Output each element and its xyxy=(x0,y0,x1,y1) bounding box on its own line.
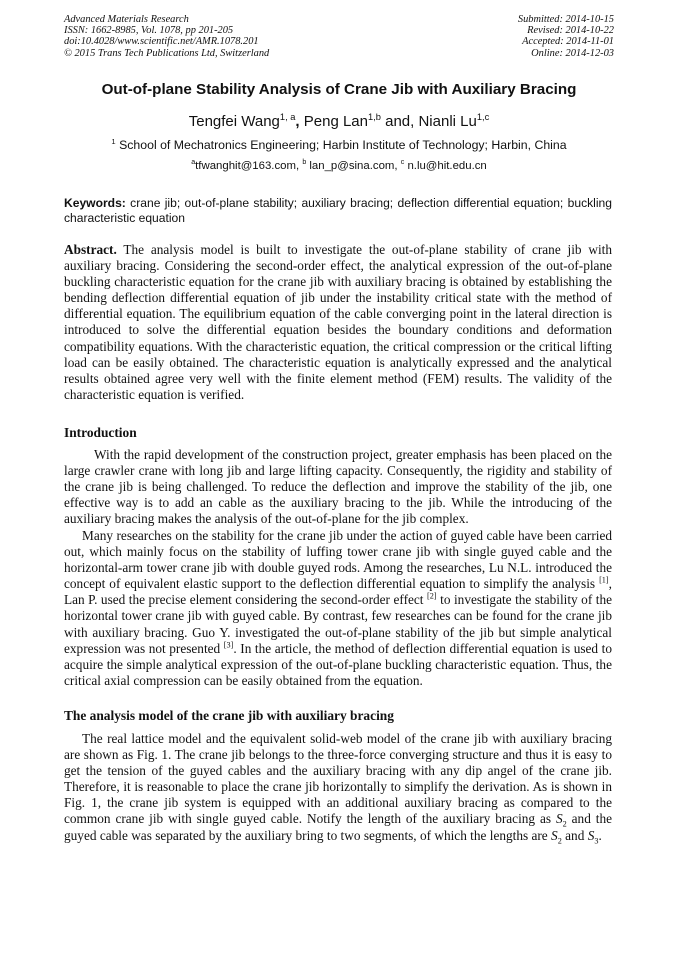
abstract xyxy=(64,242,612,403)
section-heading-introduction: Introduction xyxy=(64,425,137,440)
math-variable: S xyxy=(551,827,558,843)
author-emails xyxy=(40,160,638,172)
author-name: Peng Lan xyxy=(303,113,368,130)
math-subscript: 2 xyxy=(557,836,562,846)
accepted-date: Accepted: 2014-11-01 xyxy=(522,36,614,48)
author-name: Nianli Lu xyxy=(418,113,477,130)
citation-ref[interactable]: [2] xyxy=(427,591,437,601)
author-separator: and, xyxy=(380,113,419,130)
journal-name: Advanced Materials Research xyxy=(64,14,189,25)
issn-line: ISSN: 1662-8985, Vol. 1078, pp 201-205 xyxy=(64,25,234,37)
math-variable: S xyxy=(555,811,563,827)
email-superscript: b xyxy=(302,159,307,167)
paragraph-text: to investigate the stability of the horizontal tower crane jib with guyed cable. By contrast, few researches can be found for the crane jib with auxiliary bracing. Guo Y. investigated the out-of-plane stability of the jib but simple analytical expression was not presented xyxy=(64,592,612,656)
math-subscript: 2 xyxy=(562,820,567,830)
math-subscript: 3 xyxy=(594,836,599,846)
author-superscript: 1, a xyxy=(279,112,296,122)
email-superscript: a xyxy=(191,159,196,167)
email-link[interactable]: n.lu@hit.edu.cn xyxy=(404,160,487,172)
online-date: Online: 2014-12-03 xyxy=(531,47,614,59)
affiliation xyxy=(40,138,638,152)
keywords xyxy=(64,196,612,225)
paper-title: Out-of-plane Stability Analysis of Crane Jib with Auxiliary Bracing xyxy=(101,81,577,98)
abstract-label: Abstract. xyxy=(64,242,117,257)
abstract-text: The analysis model is built to investigate the out-of-plane stability of crane jib with auxiliary bracing. Considering the second-order effect, the analytical expression of the out-of-plane buckling characteristic equation for the crane jib with auxiliary bracing is obtained by establishing the bending deflection differential equation of jib under the instability critical state with the method of differential equation. The equilibrium equation of the cable converging point in the lateral direction is introduced to solve the differential equation besides the boundary conditions and deformation compatibility equations. With the characteristic equation, the critical compression or the critical lifting load can be easily obtained. The characteristic equation is analytically expressed and the analytical results obtained agree very well with the finite element method (FEM) results. The validity of the characteristic equation is verified. xyxy=(64,242,612,402)
paragraph-text: and xyxy=(561,827,588,843)
section-heading-analysis-model: The analysis model of the crane jib with auxiliary bracing xyxy=(64,708,394,723)
doi-line: doi:10.4028/www.scientific.net/AMR.1078.201 xyxy=(64,36,259,48)
copyright-line: © 2015 Trans Tech Publications Ltd, Switzerland xyxy=(64,47,270,59)
paragraph-text: . In the article, the method of deflection differential equation is used to acquire the simple analytical expression of the out-of-plane buckling characteristic equation. Thus, the critical axial compression can be easily obtained from the equation. xyxy=(64,640,612,688)
paragraph-text: . xyxy=(598,827,602,843)
paragraph-text: Many researches on the stability for the crane jib under the action of guyed cable have been carried out, which mainly focus on the stability of luffing tower crane jib with single guyed cable and the horizontal-arm tower crane jib with double guyed rods. Among the researches, Lu N.L. introduced the concept of equivalent elastic support to the deflection differential equation to simplify the analysis xyxy=(64,528,612,592)
email-superscript: c xyxy=(400,159,405,167)
publication-dates xyxy=(518,14,614,59)
author-name: Tengfei Wang xyxy=(188,113,280,130)
math-variable: S xyxy=(587,827,595,843)
paragraph-text: The real lattice model and the equivalent solid-web model of the crane jib with auxiliary bracing are shown as Fig. 1. The crane jib belongs to the three-force converging structure and thus it is easy to get the tension of the guyed cables and the auxiliary bracing with any dip angel of the crane jib. Therefore, it is reasonable to place the crane jib horizontally to simplify the derivation. As is shown in Fig. 1, the crane jib system is equipped with an additional auxiliary bracing as compared to the common crane jib with single guyed cable. Notify the length of the auxiliary bracing as xyxy=(64,731,612,827)
affiliation-superscript: 1 xyxy=(111,136,116,146)
author-line xyxy=(40,113,638,130)
intro-paragraph-2 xyxy=(64,528,612,689)
submitted-date: Submitted: 2014-10-15 xyxy=(517,14,614,25)
paragraph-text: , Lan P. used the precise element considering the second-order effect xyxy=(64,576,612,608)
email-link[interactable]: lan_p@sina.com, xyxy=(306,160,401,172)
revised-date: Revised: 2014-10-22 xyxy=(527,25,614,37)
citation-ref[interactable]: [3] xyxy=(223,640,234,650)
journal-info xyxy=(64,14,269,59)
author-separator: , xyxy=(295,113,304,130)
citation-ref[interactable]: [1] xyxy=(599,575,609,585)
author-superscript: 1,c xyxy=(476,112,490,122)
email-link[interactable]: tfwanghit@163.com, xyxy=(195,160,303,172)
intro-paragraph-1: With the rapid development of the construction project, greater emphasis has been placed on the large crawler crane with long jib and large lifting capacity. Consequently, the rigidity and stability of the crane jib is being challenged. To reduce the deflection and improve the stability of the jib, one effective way is to add an cable as the auxiliary bracing to the jib. While the introducing of the auxiliary bracing makes the analysis of the out-of-plane for the jib complex. xyxy=(64,447,612,527)
author-superscript: 1,b xyxy=(368,112,381,122)
analysis-model-paragraph xyxy=(64,731,612,844)
affiliation-text: School of Mechatronics Engineering; Harbin Institute of Technology; Harbin, China xyxy=(115,138,567,152)
keywords-label: Keywords: xyxy=(64,196,126,210)
keywords-text: crane jib; out-of-plane stability; auxiliary bracing; deflection differential equation; buckling characteristic equation xyxy=(64,196,612,225)
paragraph-text: and the guyed cable was separated by the auxiliary bring to two segments, of which the lengths are xyxy=(64,811,612,843)
